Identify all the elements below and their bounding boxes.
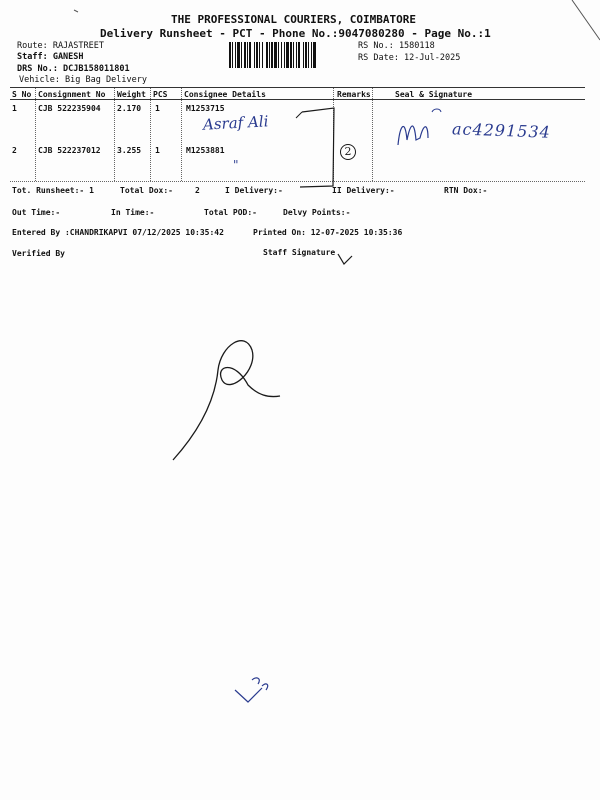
table-top-rule [10,87,585,88]
staff-signature-label: Staff Signature [263,248,336,257]
handwritten-consignee-name: Asraf Ali [202,112,269,134]
col-sep [35,88,36,181]
row-weight: 3.255 [117,146,142,155]
verifier-signature-scrawl [173,341,280,460]
staff-label: Staff: GANESH [17,52,84,62]
verified-by: Verified By [12,249,65,258]
col-sep [181,88,182,181]
ii-delivery: II Delivery:- [332,186,395,195]
in-time: In Time:- [111,208,155,217]
col-sep [333,88,334,181]
total-dox-value: 2 [195,186,200,195]
bottom-ink-mark [235,678,268,702]
col-header-sno: S No [12,90,32,99]
total-dox-label: Total Dox:- [120,186,173,195]
total-pod: Total POD:- [204,208,257,217]
col-header-consignee: Consignee Details [184,90,266,99]
delivery-points: Delvy Points:- [283,208,351,217]
barcode-image [229,42,354,68]
corner-stray-line [572,0,600,40]
total-runsheet: Tot. Runsheet:- 1 [12,186,94,195]
seal-signature-flourish [432,109,441,112]
col-sep [372,88,373,181]
col-sep [114,88,115,181]
rs-date: RS Date: 12-Jul-2025 [358,53,461,63]
handwritten-signature-number: ac4291534 [451,119,552,142]
handwritten-ditto-mark: " [233,158,239,172]
handwritten-remark-circle: 2 [340,144,356,160]
row-consignment: CJB 522237012 [38,146,101,155]
row-sno: 1 [12,104,17,113]
row-pcs: 1 [155,146,160,155]
top-left-dot-mark [74,10,78,12]
staff-signature-tick [338,254,352,264]
printed-on: Printed On: 12-07-2025 10:35:36 [253,228,403,237]
vehicle-label: Vehicle: Big Bag Delivery [19,75,147,85]
rs-number: RS No.: 1580118 [358,41,435,51]
rtn-dox: RTN Dox:- [444,186,488,195]
bracket-ink-tick [296,112,302,118]
col-header-weight: Weight [117,90,146,99]
bracket-ink-mark [300,108,334,187]
runsheet-subtitle: Delivery Runsheet - PCT - Phone No.:9047080280 - Page No.:1 [100,27,491,40]
row-consignment: CJB 522235904 [38,104,101,113]
route-label: Route: RAJASTREET [17,41,104,51]
table-bottom-rule [10,181,585,182]
row-consignee: M1253715 [186,104,225,113]
drs-number: DRS No.: DCJB158011801 [17,64,130,74]
row-sno: 2 [12,146,17,155]
i-delivery: I Delivery:- [225,186,283,195]
col-header-pcs: PCS [153,90,168,99]
entered-by: Entered By :CHANDRIKAPVI 07/12/2025 10:35:42 [12,228,224,237]
table-header-rule [10,99,585,100]
row-pcs: 1 [155,104,160,113]
row-consignee: M1253881 [186,146,225,155]
out-time: Out Time:- [12,208,61,217]
seal-signature-scrawl [398,126,428,145]
col-header-seal-signature: Seal & Signature [395,90,473,99]
col-header-remarks: Remarks [337,90,371,99]
row-weight: 2.170 [117,104,142,113]
col-header-consignment: Consignment No [38,90,106,99]
col-sep [150,88,151,181]
company-title: THE PROFESSIONAL COURIERS, COIMBATORE [171,13,417,26]
